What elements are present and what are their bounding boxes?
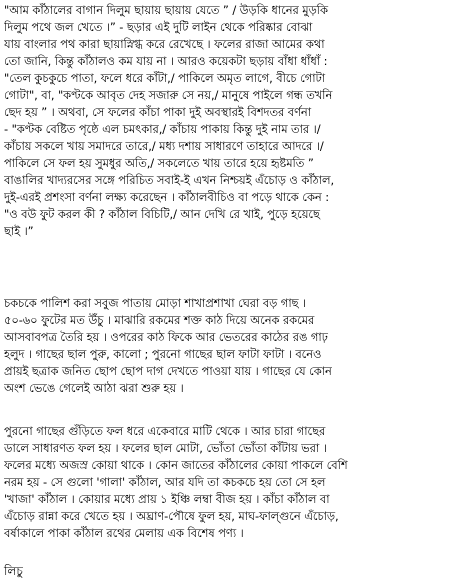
text-line: যায় বাংলার পথ কারা ছায়াস্নিগ্ধ করে রেখেছে । ফলের রাজা আমের কথা (4, 37, 325, 51)
document-page (4, 2, 460, 585)
text-line: চকচকে পালিশ করা সবুজ পাতায় মোড়া শাখাপ্রশাখা ঘেরা বড় গাছ । (4, 296, 307, 310)
text-line: আসবাবপত্র তৈরি হয় । ওপরের কাঠ ফিকে আর ভেতরের কাঠের রঙ গাঢ় (4, 330, 328, 344)
text-line: নরম হয় - সে গুলো 'গালা' কাঁঠাল, আর যদি তা কচকচে হয় তো সে হল (4, 475, 326, 489)
text-line: প্রায়ই ছত্রাক জনিত ছোপ ছোপ দাগ দেখতে পাওয়া যায় । গাছের যে কোন (4, 364, 332, 378)
text-line: 'খাজা' কাঁঠাল । কোয়ার মধ্যে প্রায় ১ ইঞ্চি লম্বা বীজ হয় । কাঁচা কাঁঠাল বা (4, 492, 330, 506)
text-line: কাঁচায় সকলে খায় সমাদরে তারে,/ মধ্য দশায় সাধারণে তাহারে আদরে ।/ (4, 139, 324, 153)
paragraph-fruit-description (4, 423, 348, 542)
text-line: ছেদ হয় ” । অথবা, সে ফলের কাঁচা পাকা দুই অবস্থারই বিশদতর বর্ণনা (4, 105, 312, 119)
text-line: "তেল কুচকুচে পাতা, ফলে ধরে কাঁটা,/ পাকিলে অমৃত লাগে, বীচে গোটা (4, 71, 326, 85)
text-line: পুরনো গাছের গুঁড়িতে ফল ধরে একেবারে মাটি থেকে । আর চারা গাছের (4, 424, 326, 438)
text-line: গোটা", বা, "কণ্টকে আবৃত দেহ সজারু সে নয়,/ মানুষে পাইলে গন্ধ তখনি (4, 88, 333, 102)
text-line: বর্ষাকালে পাকা কাঁঠাল রথের মেলায় এক বিশেষ পণ্য । (4, 526, 244, 540)
author-signature: লিচু (4, 564, 23, 578)
text-line: এঁচোড় রান্না করে খেতে হয় । অঘ্রাণ-পৌষে ফুল হয়, মাঘ-ফাল্গুনে এঁচোড়, (4, 509, 339, 523)
text-line: "ও বউ ফুট করল কী ? কাঁঠাল বিচিটি,/ আন দেখি রে খাই, পুড়ে হয়েছে (4, 207, 320, 221)
text-line: অংশ ভেঙে গেলেই আঠা ঝরা শুরু হয় । (4, 381, 184, 395)
text-line: ডালে সাধারণত ফল হয় । ফলের ছাল মোটা, ভোঁতা ভোঁতা কাঁটায় ভরা । (4, 441, 327, 455)
text-line: "আম কাঁঠালের বাগান দিলুম ছায়ায় ছায়ায় যেতে ” / উড়কি ধানের মুড়কি (4, 3, 328, 17)
text-line: ফলের মধ্যে অজস্র কোয়া থাকে । কোন জাতের কাঁঠালের কোয়া পাকলে বেশি (4, 458, 348, 472)
text-line: দিলুম পথে জল খেতে ।” - ছড়ার এই দুটি লাইন থেকে পরিষ্কার বোঝা (4, 20, 313, 34)
text-line: ৫০-৬০ ফুটের মত উঁচু । মাঝারি রকমের শক্ত কাঠ দিয়ে অনেক রকমের (4, 313, 315, 327)
text-line: হলুদ । গাছের ছাল পুরু, কালো ; পুরনো গাছের ছাল ফাটা ফাটা । বনেও (4, 347, 322, 361)
paragraph-tree-description (4, 295, 332, 397)
text-line: - "কণ্টক বেষ্টিত পৃষ্ঠে এল চমৎকার,/ কাঁচায় পাকায় কিন্তু দুই নাম তার ।/ (4, 122, 321, 136)
text-line: দুই-এরই প্রশংসা বর্ণনা লক্ষ্য করেছেন । কাঁঠালবীচিও বা পড়ে থাকে কেন : (4, 190, 329, 204)
text-line: ছাই ।” (4, 224, 34, 238)
text-line: তো জানি, কিন্তু কাঁঠালও কম যায় না । আরও কয়েকটা ছড়ায় বাঁধা ধাঁধাঁ : (4, 54, 328, 68)
text-line: পাকিলে সে ফল হয় সুমধুর অতি,/ সকলেতে খায় তারে হয়ে হৃষ্টমতি ” (4, 156, 314, 170)
paragraph-rhymes (4, 2, 334, 240)
text-line: বাঙালির খাদ্যরসের সঙ্গে পরিচিত সবাই-ই এখন নিশ্চয়ই এঁচোড় ও কাঁঠাল, (4, 173, 335, 187)
